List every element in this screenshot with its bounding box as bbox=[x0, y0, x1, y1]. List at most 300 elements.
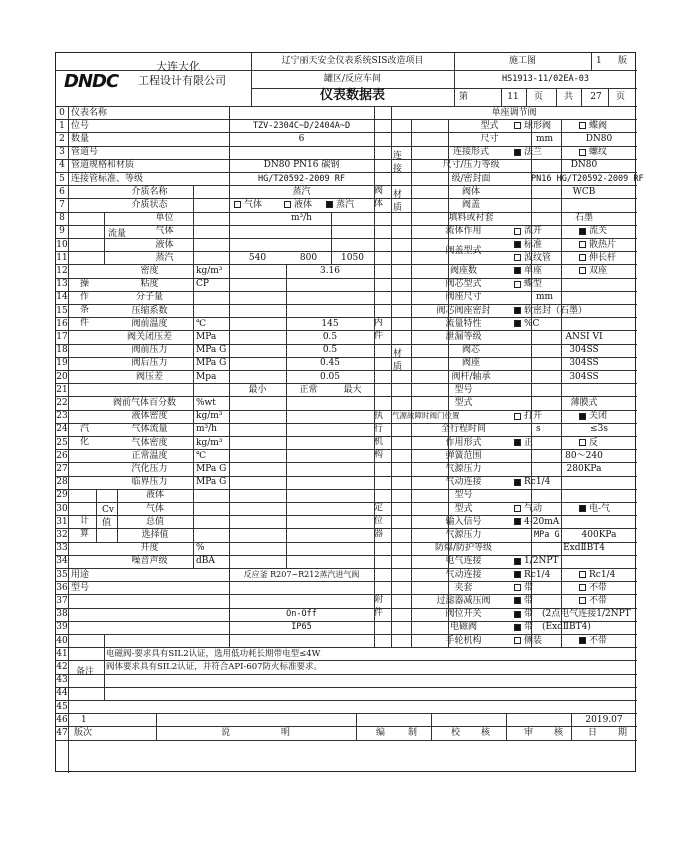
unchecked-box-icon bbox=[579, 241, 586, 248]
group-label: 计算 bbox=[80, 516, 90, 540]
rule bbox=[56, 568, 637, 569]
cell-text: 气动连接 bbox=[445, 569, 482, 580]
cell-text: 管道号 bbox=[71, 147, 99, 158]
rule bbox=[556, 88, 557, 106]
doc-number: HS1913-11/02EA-03 bbox=[502, 74, 589, 84]
cell-text: 带 bbox=[524, 595, 534, 606]
company-name: 大连大化 bbox=[156, 60, 200, 73]
group-label: 执行机构 bbox=[374, 410, 384, 460]
cell-text: 1/2NPT bbox=[524, 556, 559, 567]
cell-text: 连接形式 bbox=[452, 147, 489, 158]
row-number: 35 bbox=[56, 569, 68, 580]
rule bbox=[526, 88, 527, 106]
rule bbox=[531, 119, 532, 647]
total-pages: 27 bbox=[590, 92, 602, 102]
cell-text: kg/m³ bbox=[196, 265, 223, 276]
rule bbox=[448, 119, 449, 647]
cell-text: 蒸汽 bbox=[292, 186, 311, 197]
rule bbox=[391, 106, 392, 647]
cell-text: 侧装 bbox=[524, 635, 543, 646]
checked-box-icon bbox=[514, 624, 521, 631]
cell-text: 尺寸/压力等级 bbox=[442, 160, 500, 171]
cell-text: 用途 bbox=[71, 569, 90, 580]
rule bbox=[68, 106, 69, 773]
cell-text: 阀芯型式 bbox=[445, 279, 482, 290]
cell-text: IP65 bbox=[291, 622, 312, 633]
cell-text: m³/h bbox=[196, 424, 217, 435]
cell-text: 不带 bbox=[589, 582, 608, 593]
group-label: 阀体 bbox=[374, 186, 384, 210]
cell-text: HG/T20592-2009 RF bbox=[258, 173, 345, 184]
cell-text: ANSI VI bbox=[565, 331, 603, 342]
group-label: 汽化 bbox=[80, 423, 90, 447]
cell-text: 流量特性 bbox=[445, 318, 482, 329]
rule bbox=[411, 119, 412, 647]
row-number: 2 bbox=[59, 133, 65, 144]
rule bbox=[286, 264, 287, 568]
cell-text: 气体 bbox=[145, 503, 164, 514]
checked-box-icon bbox=[514, 149, 521, 156]
cell-text: 型号 bbox=[71, 582, 90, 593]
cell-text: 0.05 bbox=[319, 371, 341, 382]
cell-text: 电气连接 bbox=[445, 556, 482, 567]
cell-text: ExdⅡBT4 bbox=[563, 543, 605, 554]
project-name: 辽宁丽天安全仪表系统SIS改造项目 bbox=[281, 56, 424, 66]
checked-box-icon bbox=[326, 201, 333, 208]
stage: 施工图 bbox=[508, 56, 536, 66]
area-name: 罐区/反应车间 bbox=[323, 74, 382, 84]
row-number: 42 bbox=[56, 661, 68, 672]
cell-text: 型号 bbox=[454, 384, 473, 395]
cell-text: 球形阀 bbox=[524, 120, 552, 131]
unchecked-box-icon bbox=[514, 281, 521, 288]
cell-text: 3.16 bbox=[319, 265, 341, 276]
cell-text: 制 bbox=[408, 727, 418, 738]
rule bbox=[581, 88, 582, 106]
checked-box-icon bbox=[514, 597, 521, 604]
cell-text: ℃ bbox=[196, 318, 207, 329]
row-number: 8 bbox=[59, 213, 65, 224]
cell-text: mm bbox=[536, 133, 554, 144]
cell-text: 核 bbox=[481, 727, 491, 738]
row-number: 27 bbox=[56, 463, 68, 474]
unchecked-box-icon bbox=[579, 439, 586, 446]
cell-text: 版次 bbox=[74, 727, 93, 738]
cell-text: Rc1/4 bbox=[524, 569, 551, 580]
cell-text: 0.45 bbox=[319, 358, 341, 369]
cell-text: 气体 bbox=[155, 226, 174, 237]
cell-text: PN16 HG/T20592-2009 RF bbox=[531, 173, 644, 184]
cell-text: 阀体 bbox=[461, 186, 480, 197]
row-number: 46 bbox=[56, 714, 68, 725]
cell-text: 临界压力 bbox=[131, 477, 168, 488]
group-label: 连接 bbox=[393, 150, 403, 174]
rule bbox=[561, 119, 562, 647]
page-label: 页 bbox=[616, 92, 626, 102]
cell-text: 蝶型 bbox=[524, 279, 543, 290]
row-number: 10 bbox=[56, 239, 68, 250]
unchecked-box-icon bbox=[579, 254, 586, 261]
cell-text: 级/密封面 bbox=[451, 173, 491, 184]
row-number: 5 bbox=[59, 173, 65, 184]
row-number: 29 bbox=[56, 490, 68, 501]
cell-text: 软密封（石墨） bbox=[524, 305, 588, 316]
cell-text: 打开 bbox=[524, 411, 543, 422]
row-number: 3 bbox=[59, 147, 65, 158]
row-number: 24 bbox=[56, 424, 68, 435]
unchecked-box-icon bbox=[514, 505, 521, 512]
cell-text: 标准 bbox=[524, 239, 543, 250]
cell-text: 气体流量 bbox=[131, 424, 168, 435]
cell-text: 编 bbox=[376, 727, 386, 738]
cell-text: CP bbox=[196, 279, 209, 290]
cell-text: MPa G bbox=[196, 463, 227, 474]
cell-text: 正常温度 bbox=[131, 450, 168, 461]
cell-text: 反应釜 R207~R212蒸汽进气阀 bbox=[243, 569, 360, 579]
unchecked-box-icon bbox=[579, 149, 586, 156]
cell-text: 6 bbox=[298, 133, 305, 144]
cell-text: 阀盖型式 bbox=[445, 246, 482, 257]
cell-text: 单位 bbox=[155, 213, 174, 224]
cell-text: 数量 bbox=[71, 133, 90, 144]
row-number: 36 bbox=[56, 582, 68, 593]
cell-text: 尺寸 bbox=[480, 133, 499, 144]
unchecked-box-icon bbox=[514, 413, 521, 420]
cell-text: m³/h bbox=[291, 213, 312, 224]
cell-text: 蒸汽 bbox=[336, 199, 355, 210]
rule bbox=[56, 304, 637, 305]
rule bbox=[56, 70, 637, 71]
cell-text: 正 bbox=[524, 437, 534, 448]
cell-text: 泄漏等级 bbox=[445, 331, 482, 342]
row-number: 38 bbox=[56, 609, 68, 620]
checked-box-icon bbox=[514, 571, 521, 578]
cell-text: 阀位开关 bbox=[445, 609, 482, 620]
row-number: 28 bbox=[56, 477, 68, 488]
rule bbox=[56, 634, 637, 635]
checked-box-icon bbox=[514, 241, 521, 248]
row-number: 15 bbox=[56, 305, 68, 316]
rule bbox=[56, 700, 637, 701]
cell-text: 阀前温度 bbox=[131, 318, 168, 329]
cell-text: 分子量 bbox=[135, 292, 163, 303]
cell-text: 2019.07 bbox=[585, 714, 623, 725]
cell-text: Rc1/4 bbox=[524, 477, 551, 488]
checked-box-icon bbox=[579, 228, 586, 235]
row-number: 14 bbox=[56, 292, 68, 303]
row-number: 12 bbox=[56, 265, 68, 276]
cell-text: 流关 bbox=[589, 226, 608, 237]
checked-box-icon bbox=[514, 611, 521, 618]
cell-text: 液体密度 bbox=[131, 411, 168, 422]
row-number: 45 bbox=[56, 701, 68, 712]
cell-text: 仪表名称 bbox=[71, 107, 108, 118]
row-number: 4 bbox=[59, 160, 65, 171]
cell-text: 蝶阀 bbox=[589, 120, 608, 131]
row-number: 32 bbox=[56, 529, 68, 540]
cell-text: 4-20mA bbox=[524, 516, 560, 527]
rule bbox=[501, 88, 502, 106]
unchecked-box-icon bbox=[514, 228, 521, 235]
cell-text: 带 (ExdⅡBT4) bbox=[524, 622, 591, 633]
cell-text: 夹套 bbox=[454, 582, 473, 593]
page-number: 11 bbox=[507, 92, 519, 102]
cell-text: ≤3s bbox=[590, 424, 608, 435]
cell-text: 期 bbox=[618, 727, 628, 738]
row-number: 22 bbox=[56, 397, 68, 408]
cell-text: MPa G bbox=[534, 529, 560, 540]
row-number: 0 bbox=[59, 107, 65, 118]
cell-text: 280KPa bbox=[566, 463, 602, 474]
datasheet-frame bbox=[55, 52, 644, 772]
cell-text: kg/m³ bbox=[196, 437, 223, 448]
cell-text: 型式 bbox=[454, 503, 473, 514]
row-number: 40 bbox=[56, 635, 68, 646]
checked-box-icon bbox=[514, 307, 521, 314]
rule bbox=[56, 687, 637, 688]
cell-text: 过滤器减压阀 bbox=[436, 595, 491, 606]
cell-text: kg/m³ bbox=[196, 411, 223, 422]
rule bbox=[104, 634, 105, 700]
rule bbox=[56, 436, 637, 437]
cell-text: WCB bbox=[572, 186, 596, 197]
cell-text: 0.5 bbox=[322, 331, 338, 342]
rule bbox=[591, 53, 592, 70]
row-number: 18 bbox=[56, 345, 68, 356]
cell-text: 单座 bbox=[524, 265, 543, 276]
cell-text: 阀座 bbox=[461, 358, 480, 369]
group-label: 内件 bbox=[374, 318, 384, 342]
group-label: 操作条件 bbox=[80, 278, 90, 328]
rule bbox=[431, 713, 432, 739]
cell-text: 开度 bbox=[140, 543, 159, 554]
cell-text: 气源压力 bbox=[445, 529, 482, 540]
cell-text: 304SS bbox=[569, 371, 599, 382]
rule bbox=[56, 594, 637, 595]
rule bbox=[56, 740, 637, 741]
cell-text: 防爆/防护等级 bbox=[434, 543, 493, 554]
row-number: 44 bbox=[56, 688, 68, 699]
cell-text: 阀芯阀座密封 bbox=[436, 305, 491, 316]
checked-box-icon bbox=[514, 479, 521, 486]
group-label: 流量 bbox=[108, 228, 127, 239]
cell-text: 1 bbox=[81, 714, 87, 725]
cell-text: 304SS bbox=[569, 358, 599, 369]
row-number: 11 bbox=[56, 252, 68, 263]
rule bbox=[56, 674, 637, 675]
cell-text: 薄膜式 bbox=[570, 397, 598, 408]
remarks-label: 备注 bbox=[76, 667, 95, 678]
version-no: 1 bbox=[596, 56, 602, 66]
cell-text: 石墨 bbox=[574, 213, 593, 224]
row-number: 33 bbox=[56, 543, 68, 554]
cell-text: 散热片 bbox=[589, 239, 617, 250]
rule bbox=[96, 489, 97, 542]
cell-text: %C bbox=[524, 318, 540, 329]
cell-text: 蒸汽 bbox=[155, 252, 174, 263]
cell-text: 介质名称 bbox=[131, 186, 168, 197]
cell-text: 带 (2点电气连接1/2NPT bbox=[524, 609, 631, 620]
rule bbox=[56, 146, 637, 147]
page-label: 共 bbox=[564, 92, 574, 102]
cell-text: 关闭 bbox=[589, 411, 608, 422]
rule bbox=[56, 726, 637, 727]
cell-text: 全行程时间 bbox=[440, 424, 486, 435]
rule bbox=[56, 489, 637, 490]
row-number: 26 bbox=[56, 450, 68, 461]
cell-text: 阀关闭压差 bbox=[126, 331, 172, 342]
checked-box-icon bbox=[579, 413, 586, 420]
cell-text: 连接管标准、等级 bbox=[71, 173, 144, 184]
cell-text: 液体 bbox=[145, 490, 164, 501]
group-label: 附件 bbox=[374, 595, 384, 619]
checked-box-icon bbox=[579, 505, 586, 512]
row-number: 23 bbox=[56, 411, 68, 422]
cell-text: %wt bbox=[196, 397, 216, 408]
checked-box-icon bbox=[514, 518, 521, 525]
cell-text: Rc1/4 bbox=[589, 569, 616, 580]
rule bbox=[356, 713, 357, 739]
cell-text: 伸长杆 bbox=[589, 252, 617, 263]
cell-text: 手轮机构 bbox=[445, 635, 482, 646]
cell-text: 不带 bbox=[589, 635, 608, 646]
cell-text: mm bbox=[536, 292, 554, 303]
cell-text: 介质状态 bbox=[131, 199, 168, 210]
cell-text: 400KPa bbox=[581, 529, 617, 540]
unchecked-box-icon bbox=[514, 584, 521, 591]
page-label: 页 bbox=[534, 92, 544, 102]
group-label: 定位器 bbox=[374, 503, 384, 539]
cell-text: 阀芯 bbox=[461, 345, 480, 356]
cell-text: 80～240 bbox=[565, 450, 603, 461]
cell-text: 最大 bbox=[343, 384, 362, 395]
unchecked-box-icon bbox=[284, 201, 291, 208]
cell-text: 电磁阀 bbox=[449, 622, 477, 633]
cell-text: 审 bbox=[524, 727, 534, 738]
unchecked-box-icon bbox=[579, 584, 586, 591]
rule bbox=[56, 502, 637, 503]
rule bbox=[56, 238, 637, 239]
cell-text: 阀座数 bbox=[449, 265, 477, 276]
cell-text: MPa G bbox=[196, 358, 227, 369]
cell-text: MPa G bbox=[196, 477, 227, 488]
rule bbox=[56, 159, 637, 160]
unchecked-box-icon bbox=[579, 571, 586, 578]
cell-text: dBA bbox=[196, 556, 215, 567]
cell-text: 电磁阀-要求具有SIL2认证，选用低功耗长期带电型≤4W bbox=[106, 648, 321, 659]
unchecked-box-icon bbox=[579, 122, 586, 129]
cell-text: 核 bbox=[554, 727, 564, 738]
cell-text: 304SS bbox=[569, 345, 599, 356]
cell-text: 校 bbox=[451, 727, 461, 738]
cell-text: 气源压力 bbox=[445, 463, 482, 474]
cell-text: 阀前压力 bbox=[131, 345, 168, 356]
cell-text: 螺纹 bbox=[589, 147, 608, 158]
cell-text: 阀体要求具有SIL2认证，并符合API-607防火标准要求。 bbox=[106, 661, 323, 672]
cell-text: 管道规格和材质 bbox=[71, 160, 135, 171]
cell-text: 带 bbox=[524, 582, 534, 593]
cell-text: 阀压差 bbox=[135, 371, 163, 382]
cell-text: 800 bbox=[299, 252, 318, 263]
cell-text: 型式 bbox=[480, 120, 499, 131]
cell-text: 正常 bbox=[299, 384, 318, 395]
cell-text: 弹簧范围 bbox=[445, 450, 482, 461]
cell-text: 法兰 bbox=[524, 147, 543, 158]
row-number: 34 bbox=[56, 556, 68, 567]
version-label: 版 bbox=[618, 56, 628, 66]
checked-box-icon bbox=[514, 320, 521, 327]
cell-text: DN80 PN16 碳钢 bbox=[263, 160, 340, 171]
cell-text: 阀杆/轴承 bbox=[451, 371, 491, 382]
group-label: Cv值 bbox=[102, 505, 114, 528]
row-number: 1 bbox=[59, 120, 65, 131]
row-number: 20 bbox=[56, 371, 68, 382]
cell-text: 最小 bbox=[248, 384, 267, 395]
unchecked-box-icon bbox=[514, 254, 521, 261]
cell-text: 液体 bbox=[294, 199, 313, 210]
unchecked-box-icon bbox=[579, 597, 586, 604]
rule bbox=[56, 581, 637, 582]
cell-text: 液体 bbox=[155, 239, 174, 250]
cell-text: 1050 bbox=[341, 252, 364, 263]
cell-text: 阀后压力 bbox=[131, 358, 168, 369]
checked-box-icon bbox=[514, 558, 521, 565]
cell-text: 密度 bbox=[140, 265, 159, 276]
rule bbox=[56, 212, 637, 213]
cell-text: 不带 bbox=[589, 595, 608, 606]
cell-text: Mpa bbox=[196, 371, 217, 382]
rule bbox=[56, 225, 637, 226]
company-logo: DNDC bbox=[64, 71, 119, 92]
cell-text: 气动连接 bbox=[445, 477, 482, 488]
cell-text: 粘度 bbox=[140, 279, 159, 290]
cell-text: 流体作用 bbox=[445, 226, 482, 237]
cell-text: 日 bbox=[588, 727, 598, 738]
cell-text: % bbox=[196, 543, 205, 554]
row-number: 6 bbox=[59, 186, 65, 197]
cell-text: 位号 bbox=[71, 120, 90, 131]
rule bbox=[608, 88, 609, 106]
row-number: 30 bbox=[56, 503, 68, 514]
cell-text: 型号 bbox=[454, 490, 473, 501]
rule bbox=[56, 713, 637, 714]
group-label: 材质 bbox=[393, 348, 403, 372]
row-number: 47 bbox=[56, 727, 68, 738]
row-number: 13 bbox=[56, 279, 68, 290]
cell-text: 气源故障时阀门位置 bbox=[392, 411, 460, 421]
row-number: 16 bbox=[56, 318, 68, 329]
cell-text: 波纹管 bbox=[524, 252, 552, 263]
rule bbox=[193, 185, 194, 568]
rule bbox=[506, 713, 507, 739]
row-number: 19 bbox=[56, 358, 68, 369]
company-name: 工程设计有限公司 bbox=[138, 74, 226, 87]
row-number: 21 bbox=[56, 384, 68, 395]
rule bbox=[56, 370, 637, 371]
cell-text: 输入信号 bbox=[445, 516, 482, 527]
row-number: 39 bbox=[56, 622, 68, 633]
cell-text: 气体密度 bbox=[131, 437, 168, 448]
cell-text: On-Off bbox=[286, 609, 317, 620]
unchecked-box-icon bbox=[234, 201, 241, 208]
cell-text: 双座 bbox=[589, 265, 608, 276]
unchecked-box-icon bbox=[514, 637, 521, 644]
rule bbox=[56, 106, 637, 107]
rule bbox=[56, 172, 637, 173]
group-label: 材质 bbox=[393, 190, 403, 214]
cell-text: 压缩系数 bbox=[131, 305, 168, 316]
row-number: 43 bbox=[56, 675, 68, 686]
